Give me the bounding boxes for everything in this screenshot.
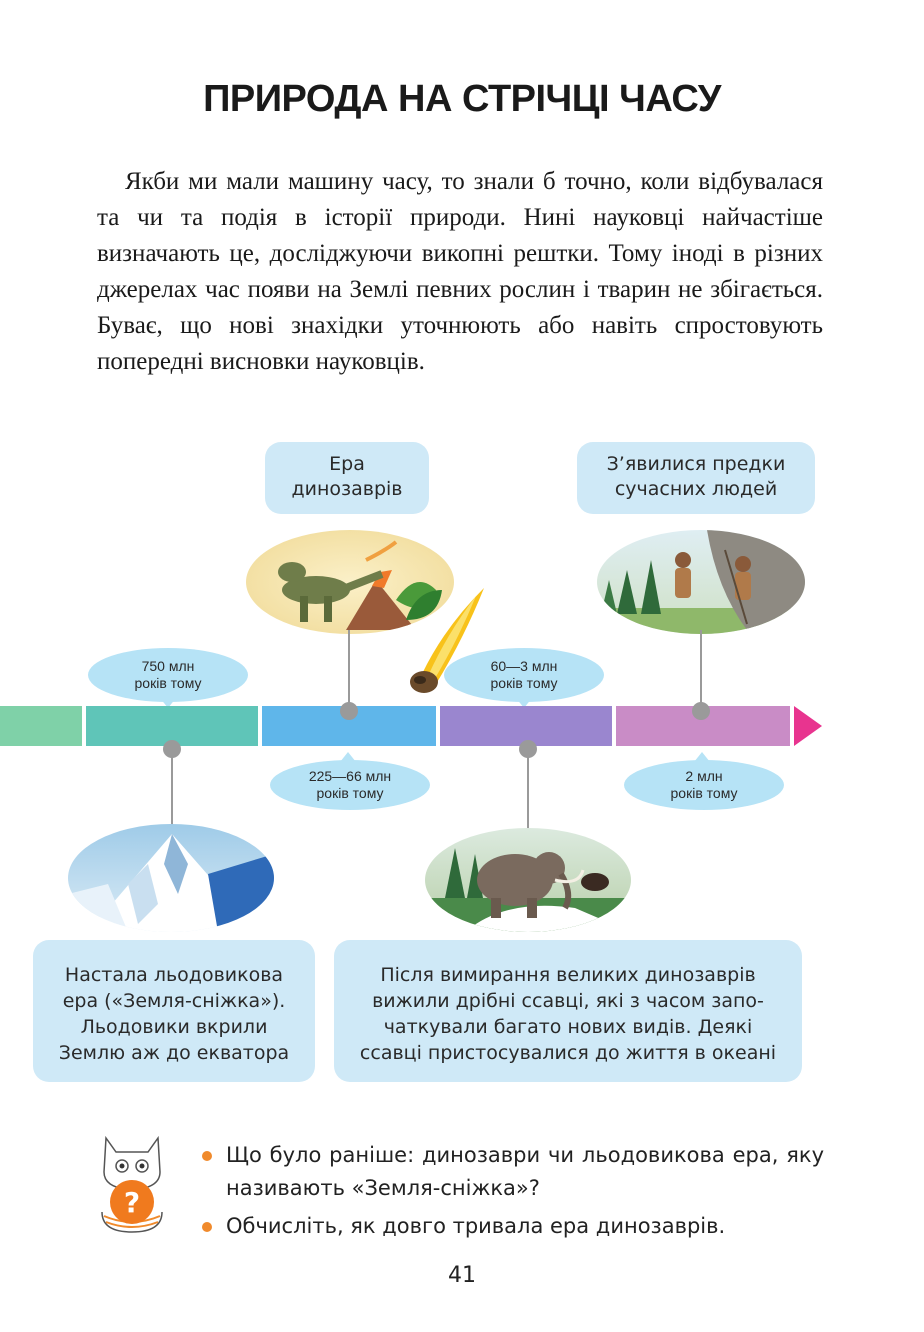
mammals-line4: ссавці пристосувалися до життя в океані — [359, 1042, 777, 1064]
date-2-oval — [624, 760, 784, 810]
date-2-line1: 2 млн — [685, 768, 723, 784]
date-60-line2: років тому — [490, 675, 558, 691]
marker-dinosaurs — [340, 702, 358, 720]
date-60-line1: 60—3 млн — [490, 658, 558, 674]
date-60-oval — [444, 648, 604, 702]
page-number: 41 — [448, 1263, 476, 1288]
intro-paragraph: Якби ми мали машину часу, то знали б точно, коли відбувалася та чи та подія в історії природи. Нині науковці найчастіше визначають це, досліджуючи викопні рештки. Тому іноді в різних джерелах час появи на Землі певних рослин і тварин не збігається. Буває, що нові знахідки уточнюють або навіть спростовують попередні висновки науковців. — [97, 168, 823, 375]
bullet-icon — [202, 1222, 212, 1232]
connector-ice-age — [171, 748, 173, 830]
mammoth-illustration — [425, 828, 631, 932]
dinosaur-era-label-line1: Ера — [329, 453, 365, 475]
date-750-oval — [88, 648, 248, 702]
mountains-illustration — [68, 824, 274, 932]
page-title: ПРИРОДА НА СТРІЧЦІ ЧАСУ — [203, 78, 721, 120]
timeline-arrow-icon — [794, 706, 822, 746]
ice-age-line1: Настала льодовикова — [64, 964, 284, 986]
ice-age-line4: Землю аж до екватора — [58, 1042, 290, 1064]
mammals-line1: Після вимирання великих динозаврів — [380, 964, 756, 986]
marker-mammals — [519, 740, 537, 758]
humans-label-line1: З’явилися предки — [606, 453, 786, 475]
date-750-line1: 750 млн — [141, 658, 195, 674]
mammals-box — [334, 940, 802, 1082]
humans-label — [577, 442, 815, 514]
question-list — [202, 1139, 824, 1248]
date-750-line2: років тому — [134, 675, 202, 691]
connector-humans — [700, 630, 702, 710]
date-225-oval — [270, 760, 430, 810]
question-item — [202, 1210, 824, 1243]
dinosaur-era-label-line2: динозаврів — [291, 478, 403, 500]
question-item — [202, 1139, 824, 1205]
date-2-line2: років тому — [670, 785, 738, 801]
cat-question-icon — [96, 1132, 168, 1234]
date-225-line2: років тому — [316, 785, 384, 801]
question-text: Що було раніше: динозаври чи льодовикова ера, яку називають «Земля-сніжка»? — [226, 1143, 824, 1200]
humans-label-line2: сучасних людей — [614, 478, 778, 500]
marker-ice-age — [163, 740, 181, 758]
question-text: Обчисліть, як довго тривала ера динозаврів. — [226, 1214, 726, 1238]
bullet-icon — [202, 1151, 212, 1161]
svg-text:?: ? — [123, 1186, 141, 1219]
connector-mammals — [527, 748, 529, 830]
dinosaur-era-label — [265, 442, 429, 514]
ice-age-line2: ера («Земля-сніжка»). — [62, 990, 286, 1012]
mammals-line2: вижили дрібні ссавці, які з часом запо- — [372, 990, 764, 1012]
marker-humans — [692, 702, 710, 720]
date-225-line1: 225—66 млн — [308, 768, 392, 784]
connector-dinosaurs — [348, 630, 350, 710]
mammals-line3: чаткували багато нових видів. Деякі — [383, 1016, 753, 1038]
timeline-segment-1 — [0, 706, 82, 746]
ice-age-line3: Льодовики вкрили — [80, 1016, 268, 1038]
cavemen-illustration — [597, 530, 805, 634]
ice-age-box — [33, 940, 315, 1082]
